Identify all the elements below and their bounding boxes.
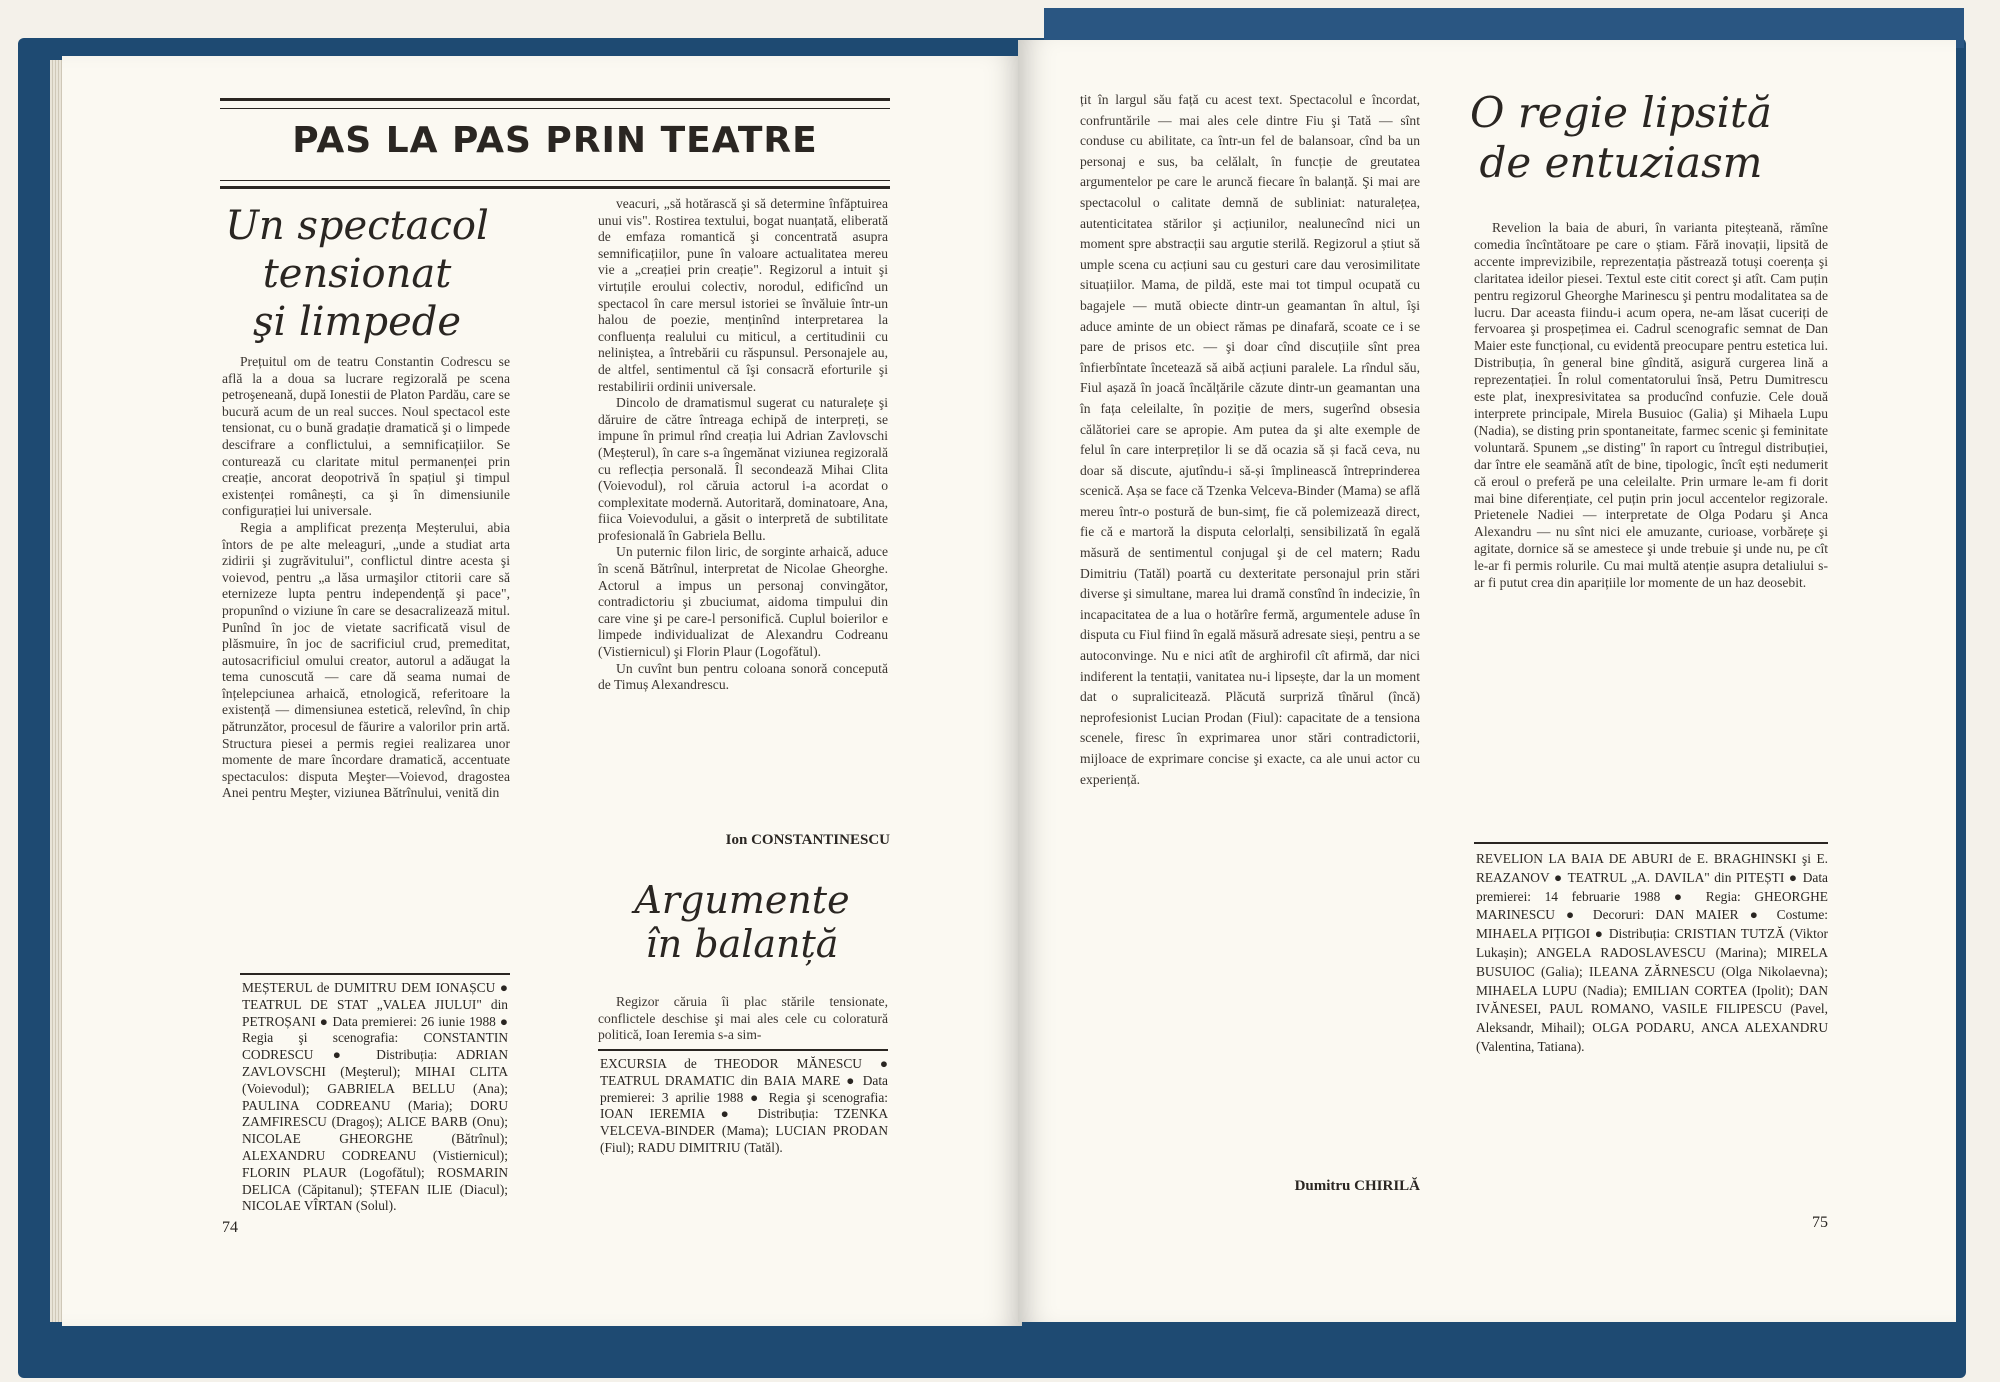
left-page bbox=[62, 56, 1022, 1326]
article1-paragraph: Un cuvînt bun pentru coloana sonoră concepută de Timuș Alexandrescu. bbox=[598, 660, 888, 693]
article2-intro bbox=[598, 994, 888, 1044]
article1-author: Ion CONSTANTINESCU bbox=[725, 832, 890, 848]
article1-title bbox=[212, 202, 502, 346]
article1-paragraph: veacuri, „să hotărască şi să determine înfăptuirea unui vis". Rostirea textului, bogat nuanțată, eliberată de emfaza romantică şi concentrată asupra semnificațiilor, pune în valoare actualitatea mereu vie a „creației prin creație". Regizorul a intuit şi virtuțile eroului colectiv, norodul, edificînd un spectacol în care mersul istoriei se învăluie într-un halou de poezie, menținînd interpretarea la confluența realului cu miticul, a certitudinii cu neliniștea, a întrebării cu răspunsul. Personajele au, de altfel, sentimentul că îşi consacră eforturile şi restabilirii ordinii universale. bbox=[598, 196, 888, 394]
article2-paragraph: țit în largul său față cu acest text. Spectacolul e încordat, confruntările — mai ales cele dintre Fiu şi Tată — sînt conduse cu abilitate, ca într-un fel de balansoar, cînd ba un personaj e sus, ba celălalt, în funcție de greutatea argumentelor pe care le aruncă fiecare în balanță. Şi mai are spectacolul o calitate demnă de subliniat: naturalețea, autenticitatea stărilor şi acțiunilor, nealunecînd nici un moment spre abstracții sau argutie sterilă. Regizorul a știut să umple scena cu acțiuni sau cu gesturi care dau verosimilitate situațiilor. Mama, de pildă, este mai tot timpul ocupată cu bagajele — mută obiecte dintr-un geamantan în altul, îşi aduce aminte de un obiect rămas pe dinafară, scoate ce i se pare de prisos etc. — şi doar cînd discuțiile sînt prea înfierbîntate încetează să aibă acțiuni paralele. La rîndul său, Fiul așază în joacă încălțările căzute dintr-un geamantan una în fața celeilalte, în poziție de mers, sugerînd obsesia călătoriei care se apropie. Am putea da şi alte exemple de felul în care interpreților li se dă ocazia să și facă ceva, nu doar să discute, ajutîndu-i să-și împlinească întreprinderea scenică. Așa se face că Tzenka Velceva-Binder (Mama) se află mereu într-o postură de bun-simț, fie că polemizează direct, fie că e martoră la disputa celorlalți, sensibilizată în egală măsură de sentimentul conjugal şi de cel matern; Radu Dimitriu (Tatăl) poartă cu dexteritate personajul prin stări diverse şi simultane, marea lui dramă constînd în indecizie, în incapacitatea de a lua o hotărîre fermă, argumentele aduse în disputa cu Fiul fiind în egală măsură adresate sieși, pentru a se autoconvinge. Nu e nici atît de arghirofil cît afirmă, dar nici indiferent la tentații, vanitatea nu-i lipsește, dar la un moment dat o supralicitează. Plăcută surpriză tînărul (încă) neprofesionist Lucian Prodan (Fiul): capacitate de a tensiona scenele, firesc în exprimarea unor stări contradictorii, mijloace de exprimare concise şi exacte, ca ale unui actor cu experiență. bbox=[1080, 92, 1420, 787]
article1-paragraph: Prețuitul om de teatru Constantin Codrescu se află la a doua sa lucrare regizorală pe scena petroşeneană, după Ionestii de Platon Pardău, care se bucură acum de un real succes. Noul spectacol este tensionat, cu o bună gradație dramatică şi o limpede descifrare a conflictului, a semnificațiilor. Se conturează cu claritate mitul permanenței prin creație, ancorat deopotrivă în spațiul şi timpul existenței românești, ca şi în dimensiunile configurației lui universale. bbox=[222, 354, 511, 519]
article2-continued bbox=[1080, 90, 1420, 1174]
section-title: PAS LA PAS PRIN TEATRE bbox=[292, 120, 818, 161]
article1-title-line: Un spectacol bbox=[225, 203, 489, 249]
article3-title-line: O regie lipsită bbox=[1470, 88, 1772, 137]
article2-title-line: Argumente bbox=[634, 878, 850, 922]
credits-rule bbox=[1474, 842, 1828, 844]
article1-title-line: tensionat bbox=[262, 251, 452, 297]
article2-title-line: în balanță bbox=[645, 922, 839, 966]
right-page bbox=[1018, 40, 1956, 1322]
article3-title bbox=[1456, 88, 1786, 188]
article2-author: Dumitru CHIRILĂ bbox=[1294, 1178, 1420, 1194]
mid-rule bbox=[220, 186, 890, 189]
page-number-right: 75 bbox=[1812, 1214, 1828, 1231]
mid-rule-thin bbox=[220, 180, 890, 181]
article3-column bbox=[1474, 220, 1828, 780]
article1-credits: MEȘTERUL de DUMITRU DEM IONAȘCU ● TEATRUL DE STAT „VALEA JIULUI" din PETROȘANI ● Data premierei: 26 iunie 1988 ● Regia şi scenografia: CONSTANTIN CODRESCU ● Distribuția: ADRIAN ZAVLOVSCHI (Meşterul); MIHAI CLITA (Voievodul); GABRIELA BELLU (Ana); PAULINA CODREANU (Maria); DORU ZAMFIRESCU (Dragoș); ALICE BARB (Onu); NICOLAE GHEORGHE (Bătrînul); ALEXANDRU CODREANU (Vistiernicul); FLORIN PLAUR (Logofătul); ROSMARIN DELICA (Căpitanul); ȘTEFAN ILIE (Diacul); NICOLAE VÎRTAN (Solul). bbox=[242, 980, 508, 1214]
credits-rule bbox=[598, 1049, 888, 1051]
article1-title-line: şi limpede bbox=[252, 299, 462, 345]
article3-credits: REVELION LA BAIA DE ABURI de E. BRAGHINSKI şi E. REAZANOV ● TEATRUL „A. DAVILA" din PITEȘTI ● Data premierei: 14 februarie 1988 ● Regia: GHEORGHE MARINESCU ● Decoruri: DAN MAIER ● Costume: MIHAELA PIȚIGOI ● Distribuția: CRISTIAN TUTZĂ (Viktor Lukașin); ANGELA RADOSLAVESCU (Marina); MIRELA BUSUIOC (Galia); ILEANA ZĂRNESCU (Olga Nikolaevna); MIHAELA LUPU (Nadia); EMILIAN CORTEA (Ipolit); DAN IVĂNESEI, PAUL ROMANO, VASILE FILIPESCU (Pavel, Aleksandr, Mihail); OLGA PODARU, ANCA ALEXANDRU (Valentina, Tatiana). bbox=[1476, 851, 1828, 1054]
article1-paragraph: Regia a amplificat prezența Meșterului, abia întors de pe alte meleaguri, „unde a studiat arta zidirii şi zugrăvitului", conflictul dintre acesta şi voievod, pentru „a lăsa urmaşilor ctitorii care să eternizeze lupta pentru independență şi pace", propunînd o viziune în care se desacralizează mitul. Punînd în joc de vietate sacrificată visul de plăsmuire, în joc de sacrificiul crud, premeditat, autosacrificiul omului creator, autorul a adăugat la tema cunoscută — care dă seama numai de înțelepciunea arhaică, etnologică, referitoare la existență — dimensiunea estetică, relevînd, în chip pătrunzător, procesul de făurire a valorilor prin artă. Structura piesei a permis regiei realizarea unor momente de mare încordare dramatică, accentuate spectaculos: disputa Meşter—Voievod, dragostea Anei pentru Meşter, viziunea Bătrînului, venită din bbox=[222, 519, 510, 801]
article2-credits: EXCURSIA de THEODOR MĂNESCU ● TEATRUL DRAMATIC din BAIA MARE ● Data premierei: 3 aprilie 1988 ● Regia şi scenografia: IOAN IEREMIA ● Distribuția: TZENKA VELCEVA-BINDER (Mama); LUCIAN PRODAN (Fiul); RADU DIMITRIU (Tatăl). bbox=[600, 1056, 888, 1155]
article3-paragraph: Revelion la baia de aburi, în varianta piteșteană, rămîne comedia încîntătoare pe care o știam. Fără inovații, lipsită de accente imprevizibile, reprezentația păstrează totuși coerența şi claritatea ideilor piesei. Textul este citit corect şi atît. Cam puțin pentru regizorul Gheorghe Marinescu şi pentru modalitatea sa de lucru. Dar aceasta fiindu-i acum opera, ne-am lăsat cuceriți de fervoarea şi prospețimea ei. Cadrul scenografic semnat de Dan Maier este funcțional, cu evidentă preocupare pentru estetica lui. Distribuția, în general bine gîndită, asigură curgerea lină a reprezentației. În rolul comentatorului însă, Petru Dumitrescu este plat, inexpresivitatea sa producînd confuzie. Cele două interprete principale, Mirela Busuioc (Galia) şi Mihaela Lupu (Nadia), se disting prin spontaneitate, farmec scenic şi feminitate voluntară. Spunem „se disting" în raport cu întregul distribuției, dar între ele seamănă atît de bine, tipologic, încît ești nedumerit că eroul o preferă pe una celeilalte. Prin urmare le-am fi dorit mai bine diferențiate, cel puțin prin jocul accentelor regizorale. Prietenele Nadiei — interpretate de Olga Podaru şi Anca Alexandru — nu sînt nici ele amuzante, curioase, vorbărețe şi agitate, dornice să se amestece şi unde trebuie şi unde nu, pe cît le-ar fi permis rolurile. Cu mai multă atenție asupra detaliului s-ar fi putut crea din aparițiile lor momente de un haz deosebit. bbox=[1474, 220, 1828, 591]
article2-intro-text: Regizor căruia îi plac stările tensionate, conflictele deschise şi mai ales cele cu coloratură politică, Ioan Ieremia s-a sim- bbox=[598, 994, 888, 1043]
article1-column-1 bbox=[222, 354, 510, 954]
top-rule bbox=[220, 98, 890, 101]
article1-paragraph: Dincolo de dramatismul sugerat cu naturalețe şi dăruire de către întreaga echipă de interpreți, se impune în primul rînd creația lui Adrian Zavlovschi (Meșterul), în care s-a îngemănat viziunea regizorală cu reflecția personală. Îl secondează Mihai Clita (Voievodul), rol căruia actorul i-a acordat o complexitate modernă. Autoritară, dominatoare, Ana, fiica Voievodului, a găsit o interpretă de subtilitate profesională în Gabriela Bellu. bbox=[598, 395, 888, 543]
article1-paragraph: Un puternic filon liric, de sorginte arhaică, aduce în scenă Bătrînul, interpretat de Nicolae Gheorghe. Actorul a impus un personaj convingător, contradictoriu şi zbuciumat, aidoma timpului din care vine şi pe care-l personifică. Cuplul boierilor e limpede individualizat de Alexandru Codreanu (Vistiernicul) şi Florin Plaur (Logofătul). bbox=[598, 544, 888, 660]
credits-rule bbox=[240, 973, 510, 975]
article3-title-line: de entuziasm bbox=[1479, 138, 1763, 187]
top-rule-thin bbox=[220, 108, 890, 109]
article1-column-2 bbox=[598, 196, 888, 796]
article2-title bbox=[622, 878, 862, 966]
page-number-left: 74 bbox=[222, 1219, 238, 1236]
